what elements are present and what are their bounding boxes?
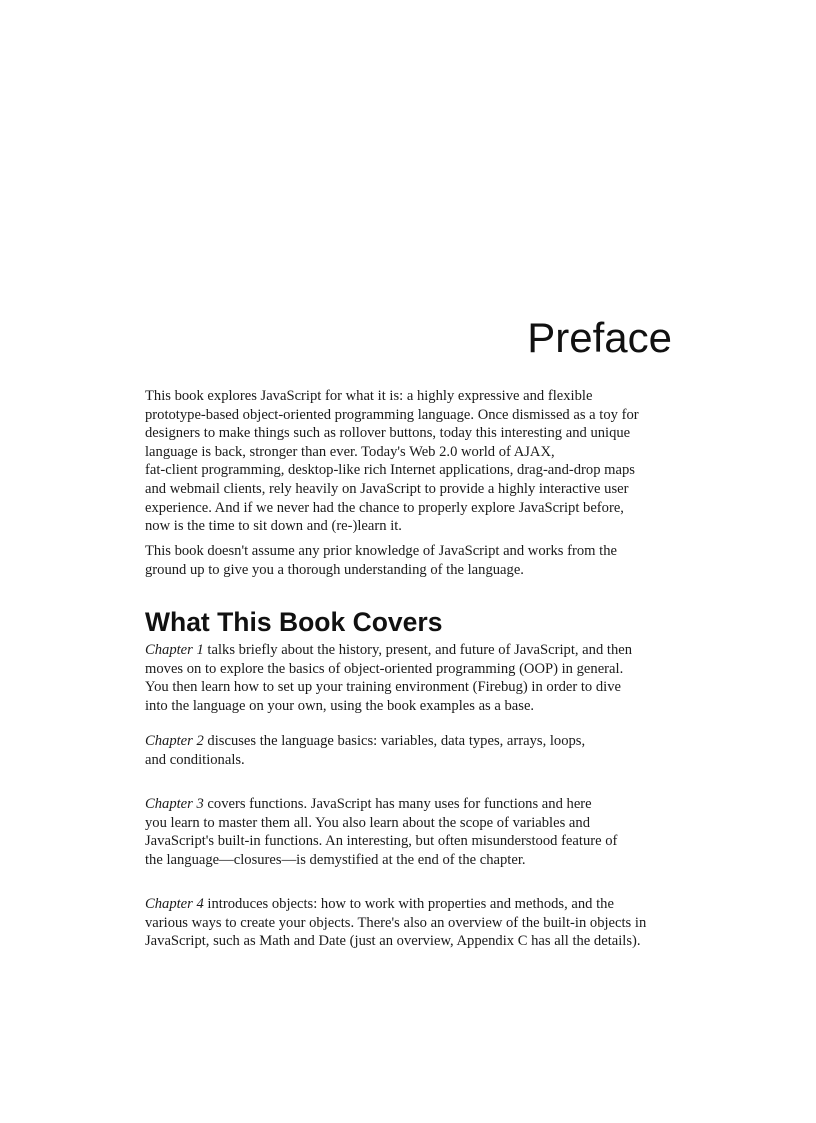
text-line: [145, 795, 672, 814]
chapter-label: Chapter 4: [145, 896, 204, 912]
text-line: fat-client programming, desktop-like rich Internet applications, drag-and-drop maps: [145, 462, 635, 479]
text-line: language is back, stronger than ever. Today's Web 2.0 world of AJAX,: [145, 443, 555, 460]
chapter-title: Preface: [527, 314, 672, 361]
text-line: the language—closures—is demystified at the end of the chapter.: [145, 851, 526, 868]
text-line: designers to make things such as rollover buttons, today this interesting and unique: [145, 425, 631, 442]
text-line: This book doesn't assume any prior knowledge of JavaScript and works from the: [145, 543, 617, 559]
text-line: This book explores JavaScript for what it is: a highly expressive and flexible: [145, 388, 593, 404]
chapter-4-summary: [145, 895, 672, 951]
text-line: you learn to master them all. You also learn about the scope of variables and: [145, 814, 590, 831]
chapter-label: Chapter 1: [145, 642, 204, 658]
text-line: [145, 732, 672, 751]
text-line: [145, 641, 672, 660]
text-line: various ways to create your objects. There's also an overview of the built-in objects in: [145, 914, 647, 931]
text-line: ground up to give you a thorough understanding of the language.: [145, 561, 524, 578]
text-line: JavaScript's built-in functions. An interesting, but often misunderstood feature of: [145, 833, 618, 850]
intro-paragraph-2: [145, 542, 672, 579]
chapter-text: discuses the language basics: variables, data types, arrays, loops,: [203, 733, 586, 749]
text-line: [145, 895, 672, 914]
text-line: experience. And if we never had the chance to properly explore JavaScript before,: [145, 499, 624, 516]
chapter-text: covers functions. JavaScript has many uses for functions and here: [203, 796, 592, 812]
section-heading: What This Book Covers: [145, 607, 443, 637]
chapter-text: talks briefly about the history, present, and future of JavaScript, and then: [203, 642, 633, 658]
chapter-label: Chapter 3: [145, 796, 204, 812]
chapter-label: Chapter 2: [145, 733, 204, 749]
text-line: You then learn how to set up your training environment (Firebug) in order to dive: [145, 679, 621, 696]
chapter-1-summary: [145, 641, 672, 715]
text-line: into the language on your own, using the book examples as a base.: [145, 697, 535, 714]
text-line: JavaScript, such as Math and Date (just an overview, Appendix C has all the details).: [145, 933, 641, 950]
intro-paragraph-1: [145, 387, 672, 536]
chapter-3-summary: [145, 795, 672, 869]
text-line: and conditionals.: [145, 751, 245, 768]
chapter-text: introduces objects: how to work with properties and methods, and the: [203, 896, 614, 912]
text-line: moves on to explore the basics of object-oriented programming (OOP) in general.: [145, 660, 624, 677]
text-line: prototype-based object-oriented programming language. Once dismissed as a toy for: [145, 406, 639, 423]
chapter-2-summary: [145, 732, 672, 769]
text-line: and webmail clients, rely heavily on JavaScript to provide a highly interactive user: [145, 480, 629, 497]
text-line: now is the time to sit down and (re-)learn it.: [145, 518, 402, 535]
